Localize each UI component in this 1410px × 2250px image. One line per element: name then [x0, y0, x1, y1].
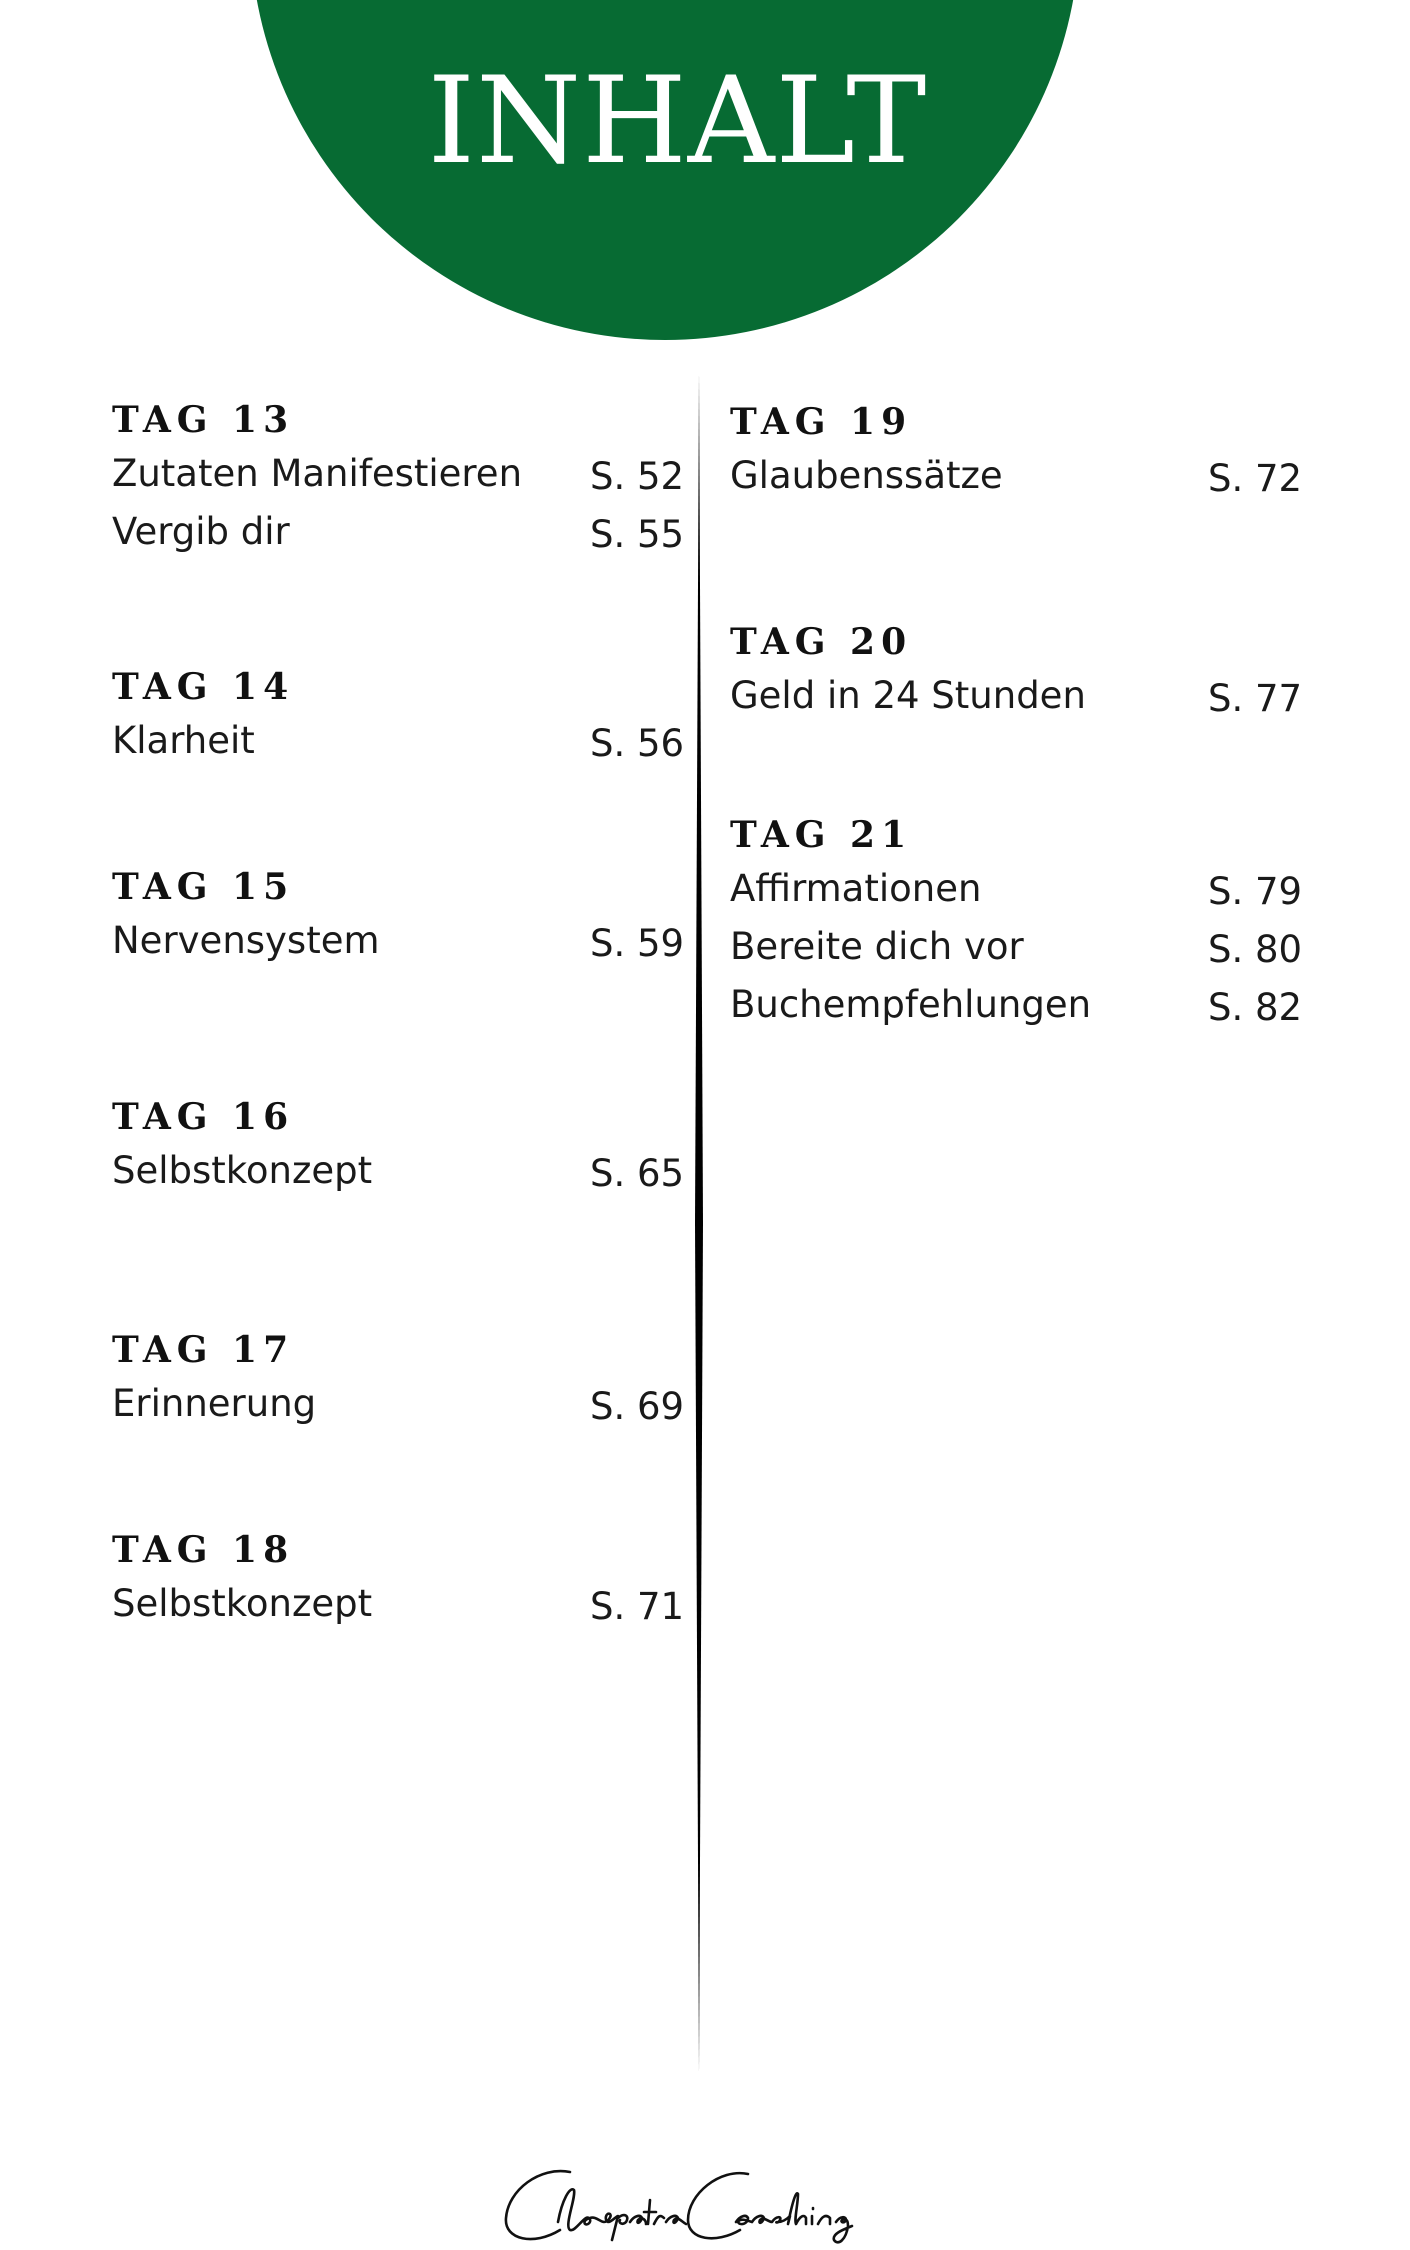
toc-section-tag-17: [112, 1328, 685, 1438]
day-label: TAG 14: [112, 666, 295, 708]
toc-entry[interactable]: [730, 981, 1303, 1039]
day-label: TAG 17: [112, 1329, 295, 1371]
toc-section-tag-19: [730, 400, 1303, 510]
toc-entry[interactable]: [730, 923, 1303, 981]
entry-page: S. 52: [590, 455, 685, 498]
entry-title: Buchempfehlungen: [730, 983, 1092, 1026]
entry-title: Glaubenssätze: [730, 454, 1003, 497]
toc-section-tag-13: [112, 398, 685, 566]
entry-page: S. 79: [1208, 870, 1303, 913]
entry-title: Geld in 24 Stunden: [730, 674, 1086, 717]
entry-page: S. 80: [1208, 928, 1303, 971]
day-label: TAG 20: [730, 621, 913, 663]
toc-entry[interactable]: [112, 917, 685, 975]
entry-page: S. 55: [590, 513, 685, 556]
entry-title: Affirmationen: [730, 867, 982, 910]
toc-section-tag-15: [112, 865, 685, 975]
entry-page: S. 69: [590, 1385, 685, 1428]
entry-title: Zutaten Manifestieren: [112, 452, 523, 495]
day-label: TAG 19: [730, 401, 913, 443]
entry-page: S. 56: [590, 722, 685, 765]
day-label: TAG 16: [112, 1096, 295, 1138]
entry-page: S. 65: [590, 1152, 685, 1195]
entry-title: Erinnerung: [112, 1382, 317, 1425]
entry-page: S. 77: [1208, 677, 1303, 720]
day-label: TAG 13: [112, 399, 295, 441]
toc-entry[interactable]: [112, 1380, 685, 1438]
entry-page: S. 82: [1208, 986, 1303, 1029]
entry-title: Selbstkonzept: [112, 1582, 373, 1625]
toc-section-tag-21: [730, 813, 1303, 1039]
toc-entry[interactable]: [112, 1147, 685, 1205]
toc-section-tag-20: [730, 620, 1303, 730]
toc-entry[interactable]: [112, 450, 685, 508]
entry-title: Nervensystem: [112, 919, 380, 962]
toc-entry[interactable]: [112, 1580, 685, 1638]
toc-section-tag-14: [112, 665, 685, 775]
entry-page: S. 71: [590, 1585, 685, 1628]
toc-section-tag-16: [112, 1095, 685, 1205]
signature-logo: [500, 2160, 890, 2250]
toc-entry[interactable]: [112, 508, 685, 566]
entry-title: Selbstkonzept: [112, 1149, 373, 1192]
entry-page: S. 59: [590, 922, 685, 965]
toc-entry[interactable]: [730, 452, 1303, 510]
day-label: TAG 18: [112, 1529, 295, 1571]
page-title: INHALT: [427, 52, 928, 191]
toc-section-tag-18: [112, 1528, 685, 1638]
day-label: TAG 21: [730, 814, 913, 856]
day-label: TAG 15: [112, 866, 295, 908]
entry-title: Bereite dich vor: [730, 925, 1024, 968]
toc-entry[interactable]: [730, 865, 1303, 923]
toc-entry[interactable]: [112, 717, 685, 775]
toc-entry[interactable]: [730, 672, 1303, 730]
entry-page: S. 72: [1208, 457, 1303, 500]
entry-title: Klarheit: [112, 719, 255, 762]
column-divider: [694, 373, 704, 2073]
entry-title: Vergib dir: [112, 510, 290, 553]
